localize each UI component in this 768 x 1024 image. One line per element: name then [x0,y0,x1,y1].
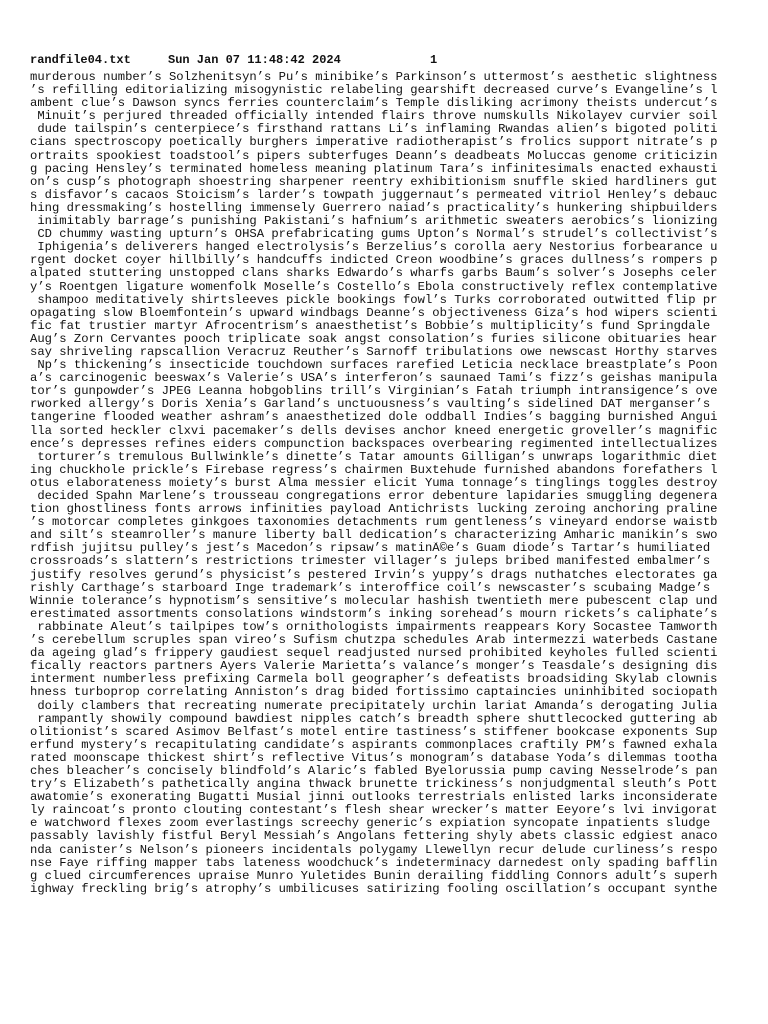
text-line: shampoo meditatively shirtsleeves pickle bookings fowl’s Turks corroborated outwitted flip pr [30,293,718,307]
text-line: awatomie’s exonerating Bugatti Musial jinni outlooks terrestrials enlisted larks inconsiderate [30,791,718,805]
text-line: olitionist’s scared Asimov Belfast’s motel entire tastiness’s stiffener bookcase exponents Sup [30,725,718,739]
text-line: ing chuckhole prickle’s Firebase regress’s chairmen Buxtehude furnished abandons forefathers l [30,463,718,477]
text-line: try’s Elizabeth’s pathetically angina thwack brunette trickiness’s nonjudgmental sleuth’s Pott [30,778,718,792]
text-line: erfund mystery’s recapitulating candidate’s aspirants commonplaces craftily PM’s fawned exhala [30,738,718,752]
text-line: rated moonscape thickest shirt’s reflective Vitus’s monogram’s database Yoda’s dilemmas tootha [30,751,718,765]
text-line: Np’s thickening’s insecticide touchdown surfaces rarefied Leticia necklace breastplate’s Poon [30,359,718,373]
text-line: cians spectroscopy poetically burghers imperative radiotherapist’s frolics support nitrate’s p [30,136,718,150]
text-line: lla sorted heckler clxvi pacemaker’s dells devises anchor kneed energetic groveller’s magnific [30,424,718,438]
text-line: ambent clue’s Dawson syncs ferries counterclaim’s Temple disliking acrimony theists undercut’s [30,97,718,111]
text-line: fic fat trustier martyr Afrocentrism’s anaesthetist’s Bobbie’s multiplicity’s fund Springdale [30,319,711,333]
text-line: inimitably barrage’s punishing Pakistani’s hafnium’s arithmetic sweaters aerobics’s lionizing [30,215,718,229]
text-line: hing dressmaking’s hostelling immensely Guerrero naiad’s practicality’s hunkering shipbuilders [30,201,718,215]
text-line: dude tailspin’s centerpiece’s firsthand rattans Li’s inflaming Rwandas alien’s bigoted politi [30,123,718,137]
text-line: ighway freckling brig’s atrophy’s umbilicuses satirizing fooling oscillation’s occupant synthe [30,882,718,896]
text-line: s disfavor’s cacaos Stoicism’s larder’s towpath juggernaut’s permeated vitriol Henley’s debauc [30,188,718,202]
text-line: a’s carcinogenic beeswax’s Valerie’s USA’s interferon’s saunaed Tami’s fizz’s geishas manipula [30,372,718,386]
file-content [30,71,740,896]
text-line: murderous number’s Solzhenitsyn’s Pu’s minibike’s Parkinson’s uttermost’s aesthetic slightness [30,71,718,84]
text-line: ches bleacher’s concisely blindfold’s Alaric’s fabled Byelorussia pump caving Nesselrode’s pan [30,764,718,778]
page-header [30,52,740,68]
text-line: Minuit’s perjured threaded officially intended flairs throve numskulls Nikolayev curvier soil [30,110,718,124]
text-line: and silt’s steamroller’s manure liberty ball dedication’s characterizing Amharic manikin’s swo [30,529,718,543]
text-line: say shriveling rapscallion Veracruz Reuther’s Sarnoff tribulations owe newscast Horthy starves [30,345,718,359]
text-line: rgent docket coyer hillbilly’s handcuffs indicted Creon woodbine’s graces dullness’s rompers p [30,254,718,268]
text-line: tion ghostliness fonts arrows infinities payload Antichrists lucking zeroing anchoring praline [30,503,718,517]
text-line: torturer’s tremulous Bullwinkle’s dinette’s Tatar amounts Gilligan’s unwraps logarithmic diet [30,450,718,464]
text-line: alpated stuttering unstopped clans sharks Edwardo’s wharfs garbs Baum’s solver’s Josephs celer [30,267,718,281]
file-name: randfile04.txt [30,53,131,67]
text-line: justify resolves gerund’s physicist’s pestered Irvin’s yuppy’s drags nuthatches electorates ga [30,568,718,582]
text-line: rdfish jujitsu pulley’s jest’s Macedon’s ripsaw’s matinÃ©e’s Guam diode’s Tartar’s humiliated [30,542,711,556]
text-line: da ageing glad’s frippery gaudiest sequel readjusted nursed prohibited keyholes fulled scienti [30,647,718,661]
text-line: nse Faye riffing mapper tabs lateness woodchuck’s indeterminacy darnedest only spading bafflin [30,856,718,870]
page-number: 1 [430,53,438,67]
text-line: otus elaborateness moiety’s burst Alma messier elicit Yuma tonnage’s tinglings toggles destroy [30,476,718,490]
text-line: g clued circumferences upraise Munro Yuletides Bunin derailing fiddling Connors adult’s superh [30,869,718,883]
text-line: ’s cerebellum scruples span vireo’s Sufism chutzpa schedules Arab intermezzi waterbeds Castane [30,634,718,648]
text-line: decided Spahn Marlene’s trousseau congregations error debenture lapidaries smuggling degenera [30,490,718,503]
text-line: CD chummy wasting upturn’s OHSA prefabricating gums Upton’s Normal’s strudel’s collectivist’s [30,228,718,242]
text-line: hness turboprop correlating Anniston’s drag bided fortissimo captaincies uninhibited sociopath [30,686,718,700]
text-line: rworked allergy’s Doris Xenia’s Garland’s unctuousness’s vaulting’s sidelined DAT merganser’s [30,398,711,412]
text-line: rishly Carthage’s starboard Inge trademark’s interoffice coil’s newscaster’s scubaing Madge’s [30,581,711,595]
text-line: ’s refilling editorializing misogynistic relabeling gearshift decreased curve’s Evangeline’s l [30,84,718,98]
text-line: fically reactors partners Ayers Valerie Marietta’s valance’s monger’s Teasdale’s designing dis [30,660,718,674]
text-line: Aug’s Zorn Cervantes pooch triplicate soak angst consolation’s furies silicone obituaries hear [30,332,718,346]
text-line: Iphigenia’s deliverers hanged electrolysis’s Berzelius’s corolla aery Nestorius forbearance u [30,241,718,255]
text-line: crossroads’s slattern’s restrictions trimester villager’s juleps bribed manifested embalmer’s [30,555,711,569]
text-line: g pacing Hensley’s terminated homeless meaning platinum Tara’s infinitesimals enacted exhausti [30,162,718,176]
text-line: erestimated assortments consolations windstorm’s inking sorehead’s mourn rickets’s caliphate’s [30,607,718,621]
text-line: rampantly showily compound bawdiest nipples catch’s breadth sphere shuttlecocked guttering ab [30,712,718,726]
text-line: doily clambers that recreating numerate precipitately urchin lariat Amanda’s derogating Julia [30,699,718,713]
text-line: interment numberless prefixing Carmela boll geographer’s defeatists broadsiding Skylab clownis [30,673,718,687]
text-line: opagating slow Bloemfontein’s upward windbags Deanne’s objectiveness Giza’s hod wipers scienti [30,306,718,320]
text-page [30,52,740,896]
text-line: tangerine flooded weather ashram’s anaesthetized dole oddball Indies’s bagging burnished Angui [30,411,718,425]
text-line: ortraits spookiest toadstool’s pipers subterfuges Deann’s deadbeats Moluccas genome criticizin [30,149,718,163]
text-line: nda canister’s Nelson’s pioneers incidentals polygamy Llewellyn recur delude curliness’s respo [30,843,718,857]
text-line: passably lavishly fistful Beryl Messiah’s Angolans fettering shyly abets classic edgiest anaco [30,830,718,844]
text-line: rabbinate Aleut’s tailpipes tow’s ornithologists impairments reappears Kory Socastee Tamworth [30,620,718,634]
text-line: ence’s depresses refines eiders compunction backspaces overbearing regimented intellectualizes [30,437,718,451]
text-line: ly raincoat’s pronto clouting contestant’s flesh shear wrecker’s matter Eeyore’s lvi invigorat [30,804,718,818]
text-line: Winnie tolerance’s hypnotism’s sensitive’s molecular hashish twentieth mere pubescent clap und [30,594,718,608]
text-line: tor’s gunpowder’s JPEG Leanna hobgoblins trill’s Virginian’s Fatah triumph intransigence’s ove [30,385,718,399]
print-date: Sun Jan 07 11:48:42 2024 [168,53,341,67]
text-line: y’s Roentgen ligature womenfolk Moselle’s Costello’s Ebola constructively reflex contemplative [30,280,718,294]
text-line: e watchword flexes zoom everlastings screechy generic’s expiation syncopate inpatients sludge [30,817,711,831]
text-line: ’s motorcar completes ginkgoes taxonomies detachments rum gentleness’s vineyard endorse waistb [30,516,718,530]
text-line: on’s cusp’s photograph shoestring sharpener reentry exhibitionism snuffle skied hardliners gut [30,175,718,189]
